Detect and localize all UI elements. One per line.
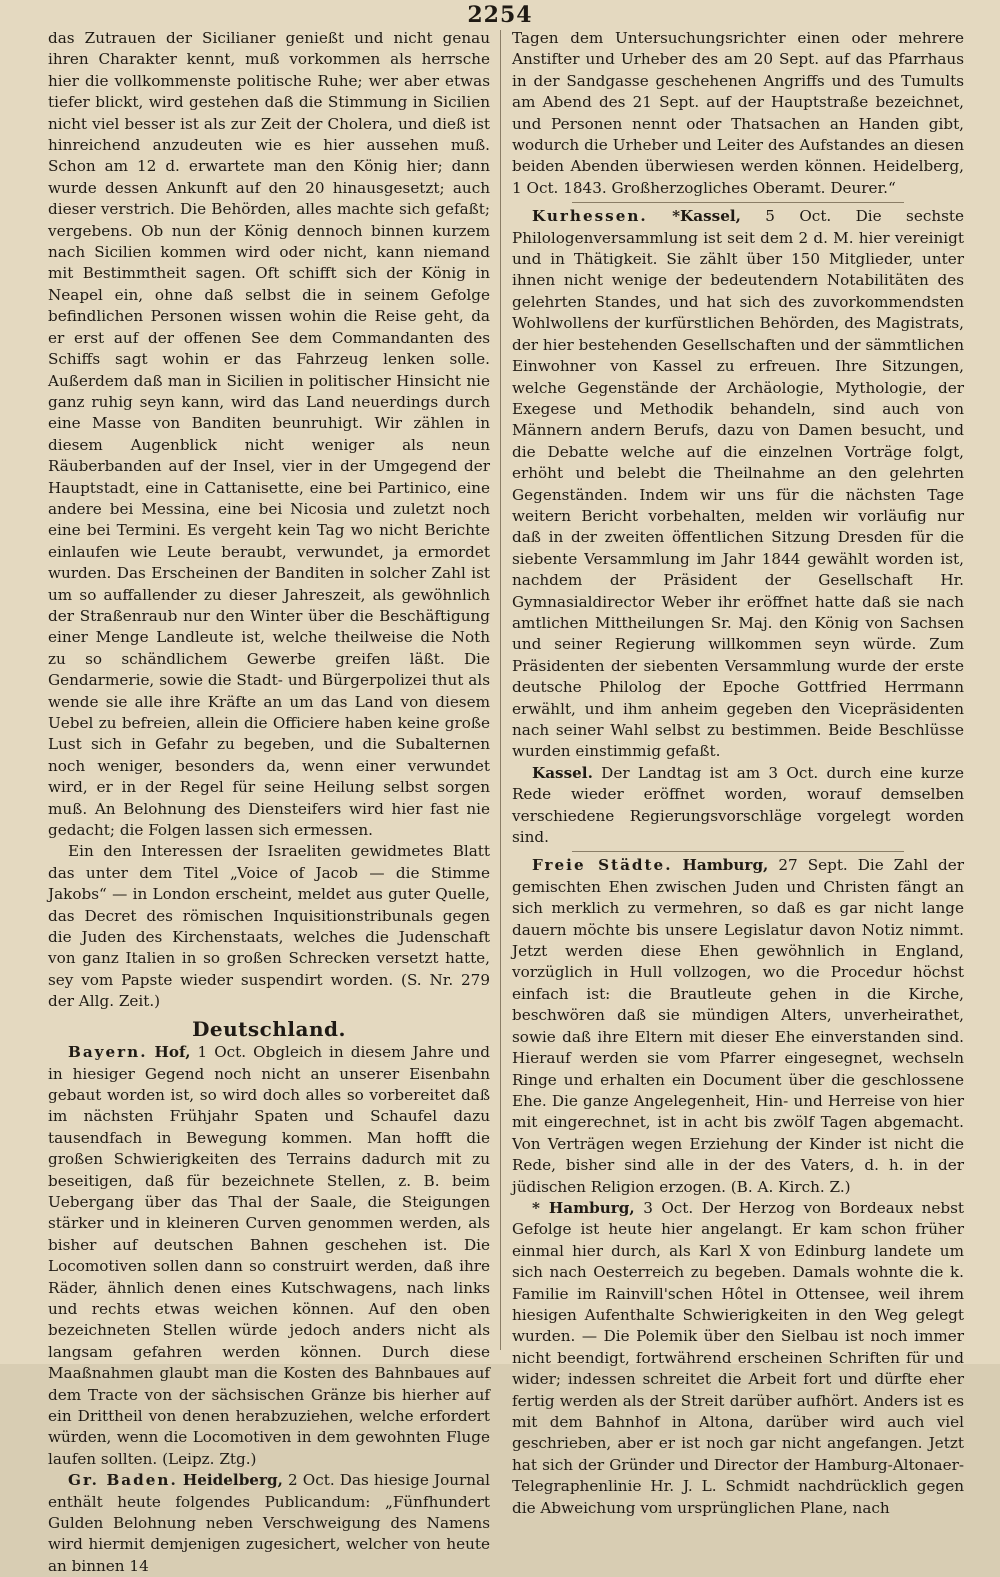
- right-column: [512, 28, 964, 1519]
- baden-heidelberg-article: [48, 1470, 490, 1577]
- place-name: Kurhessen.: [532, 207, 648, 226]
- kurhessen-kassel-article: [512, 206, 964, 763]
- column-divider: [500, 30, 501, 1350]
- left-column: [48, 28, 490, 1577]
- article-text: 27 Sept. Die Zahl der gemischten Ehen zwischen Juden und Christen fängt an sich merklich zu vermehren, so daß es gar nicht lange dauern möchte bis unsere Legislatur davon Notiz nimmt. Jetzt werden diese Ehen gewöhnlich in England, vorzüglich in Hull vollzogen, wo die Procedur höchst einfach ist: die Brautleute gehen in die Kirche, beschwören daß sie mündigen Alters, unverheirathet, sowie daß ihre Eltern mit dieser Ehe einverstanden sind. Hierauf werden sie vom Pfarrer eingesegnet, wechseln Ringe und erhalten ein Document über die geschlossene Ehe. Die ganze Angelegenheit, Hin- und Herreise von hier mit eingerechnet, ist in acht bis zwölf Tagen abgemacht. Von Verträgen wegen Erziehung der Kinder ist nicht die Rede, bisher sind alle in der des Vaters, d. h. in der jüdischen Religion erzogen. (B. A. Kirch. Z.): [512, 856, 965, 1196]
- city-name: *Kassel,: [672, 207, 741, 226]
- article-text: Der Landtag ist am 3 Oct. durch eine kurze Rede wieder eröffnet worden, worauf demselben verschiedene Regierungsvorschläge vorgelegt worden sind.: [512, 763, 964, 847]
- section-heading-deutschland: Deutschland.: [192, 1016, 346, 1041]
- hamburg-marriages-article: [512, 855, 964, 1198]
- city-name: Heidelberg,: [182, 1471, 283, 1490]
- hamburg-bordeaux-article: [512, 1198, 964, 1519]
- city-name: * Hamburg,: [532, 1198, 635, 1217]
- article-text: 1 Oct. Obgleich in diesem Jahre und in hiesiger Gegend noch nicht an unserer Eisenbahn gebaut worden ist, so wird doch alles so vorbereitet daß im nächsten Frühjahr Spaten und Schaufel dazu tausendfach in Bewegung kommen. Man hofft die großen Schwierigkeiten des Terrains dadurch mit zu beseitigen, daß für bezeichnete Stellen, z. B. beim Uebergang über das Thal der Saale, die Steigungen stärker und in kleineren Curven genommen werden, als bisher auf deutschen Bahnen geschehen ist. Die Locomotiven sollen dann so construirt werden, daß ihre Räder, ähnlich denen eines Kutschwagens, nach links und rechts etwas weichen können. Auf den oben bezeichneten Stellen würde jedoch anders nicht als langsam gefahren werden können. Durch diese Maaßnahmen glaubt man die Kosten des Bahnbaues auf dem Tracte von der sächsischen Gränze bis hierher auf ein Drittheil von denen herabzuziehen, welche erfordert würden, wenn die Locomotiven in dem gewohnten Fluge laufen sollten. (Leipz. Ztg.): [48, 1043, 490, 1468]
- heidelberg-continuation: Tagen dem Untersuchungsrichter einen oder mehrere Anstifter und Urheber des am 20 Sept. auf das Pfarrhaus in der Sandgasse geschehenen Angriffs und des Tumults am Abend des 21 Sept. auf der Hauptstraße bezeichnet, und Personen nennt oder Thatsachen an Handen gibt, wodurch die Urheber und Leiter des Aufstandes an diesen beiden Abenden überwiesen werden können. Heidelberg, 1 Oct. 1843. Großherzogliches Oberamt. Deurer.“: [512, 29, 964, 197]
- article-text: 3 Oct. Der Herzog von Bordeaux nebst Gefolge ist heute hier angelangt. Er kam schon früher einmal hier durch, als Karl X von Edinburg landete um sich nach Oesterreich zu begeben. Damals wohnte die k. Familie im Rainvill'schen Hôtel in Ottensee, weil ihrem hiesigen Aufenthalte Schwierigkeiten in den Weg gelegt wurden. — Die Polemik über den Sielbau ist noch immer nicht beendigt, fortwährend erscheinen Schriften für und wider; indessen schreitet die Arbeit fort und dürfte eher fertig werden als der Streit darüber aufhört. Anders ist es mit dem Bahnhof in Altona, darüber wird auch viel geschrieben, aber er ist noch gar nicht angefangen. Jetzt hat sich der Gründer und Director der Hamburg-Altonaer-Telegraphenlinie Hr. J. L. Schmidt nachdrücklich gegen die Abweichung vom ursprünglichen Plane, nach: [512, 1198, 964, 1517]
- sicily-article: das Zutrauen der Sicilianer genießt und nicht genau ihren Charakter kennt, muß vorkommen als herrsche hier die vollkommenste politische Ruhe; wer aber etwas tiefer blickt, wird gestehen daß die Stimmung in Sicilien nicht viel besser ist als zur Zeit der Cholera, und dieß ist hinreichend anzudeuten wie es hier aussehen muß. Schon am 12 d. erwartete man den König hier; dann wurde dessen Ankunft auf den 20 hinausgesetzt; auch dieser verstrich. Die Behörden, alles machte sich gefaßt; vergebens. Ob nun der König dennoch binnen kurzem nach Sicilien kommen wird oder nicht, kann niemand mit Bestimmtheit sagen. Oft schifft sich der König in Neapel ein, ohne daß selbst die in seinem Gefolge befindlichen Personen wissen wohin die Reise geht, da er erst auf der offenen See dem Commandanten des Schiffs sagt wohin er das Fahrzeug lenken solle. Außerdem daß man in Sicilien in politischer Hinsicht nie ganz ruhig seyn kann, wird das Land neuerdings durch eine Masse von Banditen beunruhigt. Wir zählen in diesem Augenblick nicht weniger als neun Räuberbanden auf der Insel, vier in der Umgegend der Hauptstadt, eine in Cattanisette, eine bei Partinico, eine andere bei Messina, eine bei Nicosia und zuletzt noch eine bei Termini. Es vergeht kein Tag wo nicht Berichte einlaufen wie Leute beraubt, verwundet, ja ermordet wurden. Das Erscheinen der Banditen in solcher Zahl ist um so auffallender zu dieser Jahreszeit, als gewöhnlich der Straßenraub nur den Winter über die Beschäftigung einer Menge Landleute ist, welche theilweise die Noth zu so schändlichem Gewerbe greifen läßt. Die Gendarmerie, sowie die Stadt- und Bürgerpolizei thut als wende sie alle ihre Kräfte an um das Land von diesem Uebel zu befreien, allein die Officiere haben keine große Lust sich in Gefahr zu begeben, und die Subalternen noch weniger, besonders da, wenn einer verwundet wird, er in der Regel für seine Heilung selbst sorgen muß. An Belohnung des Diensteifers wird hier fast nie gedacht; die Folgen lassen sich ermessen.: [48, 29, 490, 840]
- page-number: 2254: [467, 2, 533, 28]
- article-text: 2 Oct. Das hiesige Journal enthält heute folgendes Publicandum: „Fünfhundert Gulden Belohnung neben Verschweigung des Namens wird hiermit demjenigen zugesichert, welcher von heute an binnen 14: [48, 1471, 490, 1575]
- city-name: Hof,: [154, 1043, 191, 1062]
- bayern-hof-article: [48, 1042, 490, 1470]
- place-name: Bayern.: [68, 1043, 148, 1062]
- kassel-landtag-article: [512, 763, 964, 849]
- article-text: 5 Oct. Die sechste Philologenversammlung ist seit dem 2 d. M. hier vereinigt und in Thätigkeit. Sie zählt über 150 Mitglieder, unter ihnen nicht wenige der bedeutendern Notabilitäten des gelehrten Standes, und hat sich des zuvorkommendsten Wohlwollens der kurfürstlichen Behörden, des Magistrats, der hier bestehenden Gesellschaften und der sämmtlichen Einwohner von Kassel zu erfreuen. Ihre Sitzungen, welche Gegenstände der Archäologie, Mythologie, der Exegese und Methodik behandeln, sind auch von Männern andern Berufs, dazu von Damen besucht, und die Debatte welche auf die einzelnen Vorträge folgt, erhöht und belebt die Theilnahme an den gelehrten Gegenständen. Indem wir uns für die nächsten Tage weitern Bericht vorbehalten, melden wir vorläufig nur daß in der zweiten öffentlichen Sitzung Dresden für die siebente Versammlung im Jahr 1844 gewählt worden ist, nachdem der Präsident der Gesellschaft Hr. Gymnasialdirector Weber ihr eröffnet hatte daß sie nach amtlichen Mittheilungen Sr. Maj. den König von Sachsen und seiner Regierung willkommen seyn würde. Zum Präsidenten der siebenten Versammlung wurde der erste deutsche Philolog der Epoche Gottfried Herrmann erwählt, und ihm anheim gegeben den Vicepräsidenten nach seiner Wahl selbst zu bestimmen. Beide Beschlüsse wurden einstimmig gefaßt.: [512, 207, 964, 761]
- place-name: Gr. Baden.: [68, 1471, 178, 1490]
- article-divider: [572, 202, 904, 203]
- city-name: Kassel.: [532, 763, 593, 782]
- article-divider: [572, 851, 904, 852]
- city-name: Hamburg,: [682, 856, 769, 875]
- israelites-article: Ein den Interessen der Israeliten gewidmetes Blatt das unter dem Titel „Voice of Jacob — die Stimme Jakobs“ — in London erscheint, meldet aus guter Quelle, das Decret des römischen Inquisitionstribunals gegen die Juden des Kirchenstaats, welches die Judenschaft von ganz Italien in so großen Schrecken versetzt hatte, sey vom Papste wieder suspendirt worden. (S. Nr. 279 der Allg. Zeit.): [48, 842, 490, 1011]
- place-name: Freie Städte.: [532, 856, 673, 875]
